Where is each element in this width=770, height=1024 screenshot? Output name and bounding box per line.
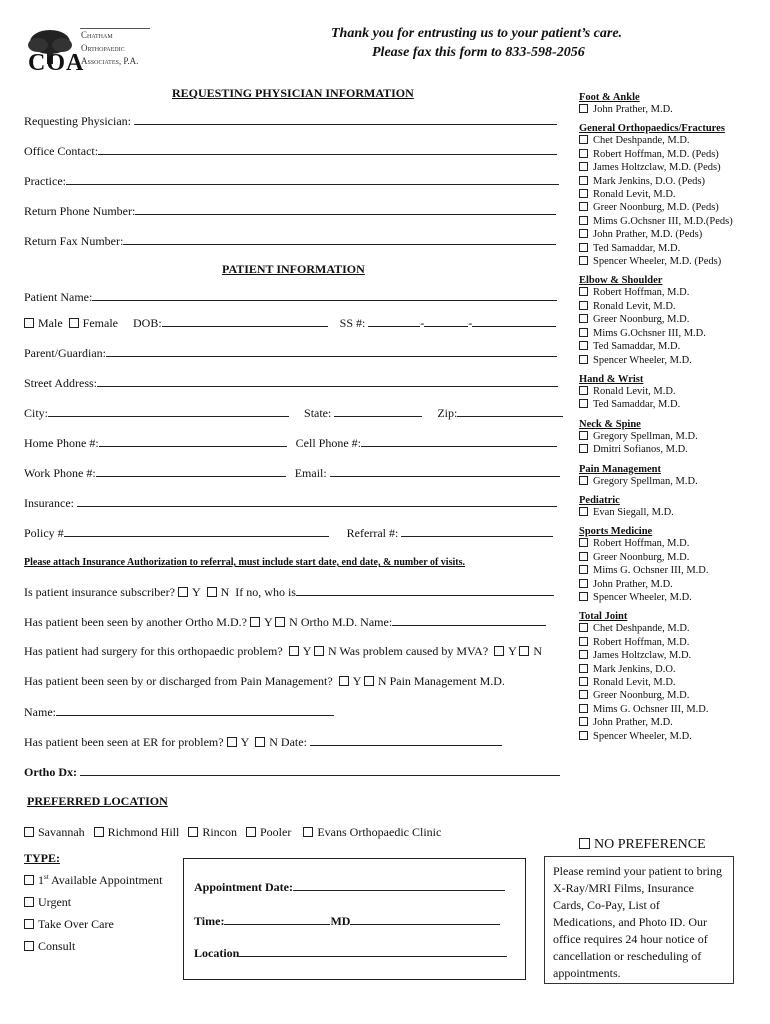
doctor-option xyxy=(579,676,767,689)
doctor-option xyxy=(579,148,767,161)
specialty-header: Pediatric xyxy=(579,494,620,506)
richmond-hill-checkbox[interactable] xyxy=(94,827,104,837)
location-title: PREFERRED LOCATION xyxy=(27,794,168,808)
doctor-checkbox[interactable] xyxy=(579,149,588,158)
doctor-label: Mims G. Ochsner III, M.D. xyxy=(593,565,709,577)
doctor-label: Mims G.Ochsner III, M.D.(Peds) xyxy=(593,215,733,227)
er-no-checkbox[interactable] xyxy=(255,737,265,747)
doctor-option xyxy=(579,201,767,214)
cell-phone-label: Cell Phone #: xyxy=(295,436,362,450)
doctor-checkbox[interactable] xyxy=(579,328,588,337)
q-er-label: Has patient been seen at ER for problem? xyxy=(24,735,224,749)
requesting-physician-field[interactable] xyxy=(134,113,557,125)
doctor-option xyxy=(579,551,767,564)
work-phone-label: Work Phone #: xyxy=(24,466,96,480)
home-phone-label: Home Phone #: xyxy=(24,436,99,450)
header-thanks: Thank you for entrusting us to your patient’s care. xyxy=(331,26,623,41)
other-ortho-name-label: N Ortho M.D. Name: xyxy=(289,615,393,629)
doctor-label: John Prather, M.D. (Peds) xyxy=(593,229,703,241)
ss-sep-2: - xyxy=(468,316,473,330)
savannah-label: Savannah xyxy=(38,825,85,839)
richmond-hill-label: Richmond Hill xyxy=(107,825,180,839)
consult-label: Consult xyxy=(38,939,76,953)
doctor-checkbox[interactable] xyxy=(579,690,588,699)
ortho-dx-field[interactable] xyxy=(80,764,560,776)
specialty-header: Hand & Wrist xyxy=(579,373,644,385)
doctor-checkbox[interactable] xyxy=(579,664,588,673)
urgent-label: Urgent xyxy=(38,895,72,909)
specialty-header: Elbow & Shoulder xyxy=(579,275,663,287)
doctor-option xyxy=(579,475,767,488)
policy-label: Policy # xyxy=(24,526,64,540)
doctor-label: Ronald Levit, M.D. xyxy=(593,189,676,201)
ortho-dx-label: Ortho Dx: xyxy=(24,765,77,779)
doctor-checkbox[interactable] xyxy=(579,355,588,364)
yes-label: Y xyxy=(352,674,361,688)
ss-label: SS #: xyxy=(339,316,366,330)
doctor-checkbox[interactable] xyxy=(579,243,588,252)
specialty-header: Total Joint xyxy=(579,611,628,623)
pain-name-label: Name: xyxy=(24,705,56,719)
yes-label: Y xyxy=(240,735,250,749)
doctor-option xyxy=(579,730,767,743)
doctor-checkbox[interactable] xyxy=(579,579,588,588)
doctor-checkbox[interactable] xyxy=(579,229,588,238)
mva-yes-checkbox[interactable] xyxy=(494,646,504,656)
er-date-label: N Date: xyxy=(269,735,307,749)
doctor-label: James Holtzclaw, M.D. (Peds) xyxy=(593,162,721,174)
office-contact-field[interactable] xyxy=(98,143,557,155)
ss-sep-1: - xyxy=(420,316,425,330)
doctor-label: Robert Hoffman, M.D. xyxy=(593,636,690,648)
q-surgery-label: Has patient had surgery for this orthopaedic problem? xyxy=(24,644,283,658)
city-label: City: xyxy=(24,406,49,420)
no-preference-row xyxy=(579,837,706,853)
doctor-checkbox[interactable] xyxy=(579,623,588,632)
doctor-checkbox[interactable] xyxy=(579,731,588,740)
q-pain-label: Has patient been seen by or discharged from Pain Management? xyxy=(24,674,333,688)
return-phone-field[interactable] xyxy=(135,203,556,215)
doctor-label: Gregory Spellman, M.D. xyxy=(593,430,698,442)
yes-label: Y xyxy=(263,615,273,629)
logo-name-3: Associates, P.A. xyxy=(81,56,139,66)
doctor-label: Spencer Wheeler, M.D. xyxy=(593,354,692,366)
zip-label: Zip: xyxy=(437,406,458,420)
email-field[interactable] xyxy=(330,465,560,477)
doctor-label: Dmitri Sofianos, M.D. xyxy=(593,444,688,456)
doctor-label: Ronald Levit, M.D. xyxy=(593,385,676,397)
doctor-option xyxy=(579,703,767,716)
specialty-list xyxy=(579,92,767,743)
parent-label: Parent/Guardian: xyxy=(24,346,106,360)
location-options xyxy=(24,825,441,840)
logo xyxy=(24,26,154,76)
appointment-date-field[interactable] xyxy=(293,879,505,891)
patient-title: PATIENT INFORMATION xyxy=(222,262,365,276)
street-field[interactable] xyxy=(97,375,558,387)
state-field[interactable] xyxy=(334,405,422,417)
doctor-label: Mark Jenkins, D.O. (Peds) xyxy=(593,175,705,187)
doctor-label: Chet Deshpande, M.D. xyxy=(593,623,690,635)
return-fax-label: Return Fax Number: xyxy=(24,234,124,248)
appointment-time-label: Time: xyxy=(194,914,225,928)
pooler-checkbox[interactable] xyxy=(246,827,256,837)
appointment-box xyxy=(183,858,526,980)
specialty-header: Neck & Spine xyxy=(579,418,641,430)
yes-label: Y xyxy=(191,585,201,599)
appointment-location-field[interactable] xyxy=(239,945,507,957)
insurance-row xyxy=(24,495,557,511)
doctor-checkbox[interactable] xyxy=(579,650,588,659)
return-fax-row xyxy=(24,233,556,249)
insurance-notice: Please attach Insurance Authorization to referral, must include start date, end date, & number of visits. xyxy=(24,557,465,568)
insurance-label: Insurance: xyxy=(24,496,74,510)
doctor-option xyxy=(579,255,767,268)
doctor-checkbox[interactable] xyxy=(579,507,588,516)
doctor-checkbox[interactable] xyxy=(579,431,588,440)
evans-label: Evans Orthopaedic Clinic xyxy=(317,825,442,839)
yes-label: Y xyxy=(508,644,517,658)
zip-field[interactable] xyxy=(457,405,563,417)
savannah-checkbox[interactable] xyxy=(24,827,34,837)
doctor-checkbox[interactable] xyxy=(579,176,588,185)
home-phone-field[interactable] xyxy=(99,435,287,447)
doctor-label: Mims G.Ochsner III, M.D. xyxy=(593,327,706,339)
doctor-option xyxy=(579,215,767,228)
ss-field-2[interactable] xyxy=(424,315,468,327)
doctor-checkbox[interactable] xyxy=(579,592,588,601)
insurance-field[interactable] xyxy=(77,495,557,507)
doctor-option xyxy=(579,175,767,188)
type-take-over xyxy=(24,917,114,932)
work-phone-field[interactable] xyxy=(96,465,286,477)
doctor-option xyxy=(579,443,767,456)
doctor-label: Spencer Wheeler, M.D. xyxy=(593,591,692,603)
doctor-label: Greer Noonburg, M.D. (Peds) xyxy=(593,202,719,214)
doctor-label: Mark Jenkins, D.O. xyxy=(593,663,676,675)
surgery-yes-checkbox[interactable] xyxy=(289,646,299,656)
consult-checkbox[interactable] xyxy=(24,941,34,951)
doctor-option xyxy=(579,300,767,313)
q-pain-row xyxy=(24,674,505,689)
appointment-md-label: MD xyxy=(330,914,351,928)
logo-abbr: COA xyxy=(28,50,85,76)
doctor-option xyxy=(579,564,767,577)
doctor-option xyxy=(579,354,767,367)
no-preference-label: NO PREFERENCE xyxy=(594,837,706,852)
doctor-option xyxy=(579,622,767,635)
doctor-option xyxy=(579,649,767,662)
other-ortho-name-field[interactable] xyxy=(392,614,546,626)
referral-label: Referral #: xyxy=(346,526,399,540)
practice-row xyxy=(24,173,559,189)
doctor-label: James Holtzclaw, M.D. xyxy=(593,650,692,662)
return-phone-row xyxy=(24,203,556,219)
pain-name-field[interactable] xyxy=(56,704,334,716)
surgery-no-checkbox[interactable] xyxy=(314,646,324,656)
q-other-ortho-label: Has patient been seen by another Ortho M.D.? xyxy=(24,615,247,629)
doctor-option xyxy=(579,636,767,649)
return-phone-label: Return Phone Number: xyxy=(24,204,136,218)
no-label: N xyxy=(220,585,230,599)
doctor-option xyxy=(579,340,767,353)
male-label: Male xyxy=(38,316,63,330)
doctor-label: Robert Hoffman, M.D. (Peds) xyxy=(593,148,719,160)
er-yes-checkbox[interactable] xyxy=(227,737,237,747)
dob-field[interactable] xyxy=(162,315,328,327)
cell-phone-field[interactable] xyxy=(361,435,557,447)
doctor-option xyxy=(579,242,767,255)
yes-label: Y xyxy=(302,644,311,658)
doctor-label: Spencer Wheeler, M.D. xyxy=(593,730,692,742)
doctor-label: Spencer Wheeler, M.D. (Peds) xyxy=(593,256,722,268)
male-checkbox[interactable] xyxy=(24,318,34,328)
street-label: Street Address: xyxy=(24,376,97,390)
ss-field-3[interactable] xyxy=(472,315,556,327)
doctor-option xyxy=(579,537,767,550)
doctor-checkbox[interactable] xyxy=(579,677,588,686)
appointment-location-row xyxy=(194,945,507,961)
doctor-label: Ronald Levit, M.D. xyxy=(593,677,676,688)
office-contact-row xyxy=(24,143,557,159)
return-fax-field[interactable] xyxy=(123,233,556,245)
appointment-date-row xyxy=(194,879,505,895)
doctor-label: John Prather, M.D. xyxy=(593,717,673,729)
doctor-checkbox[interactable] xyxy=(579,637,588,646)
email-label: Email: xyxy=(294,466,327,480)
take-over-checkbox[interactable] xyxy=(24,919,34,929)
specialty-panel xyxy=(579,92,767,743)
logo-name-2: Orthopaedic xyxy=(81,43,125,53)
doctor-checkbox[interactable] xyxy=(579,476,588,485)
phone-row xyxy=(24,435,557,451)
female-label: Female xyxy=(82,316,118,330)
q-subscriber-label: Is patient insurance subscriber? xyxy=(24,585,175,599)
doctor-label: Chet Deshpande, M.D. xyxy=(593,135,690,147)
doctor-option xyxy=(579,188,767,201)
patient-name-row xyxy=(24,289,557,305)
city-row xyxy=(24,405,563,421)
doctor-checkbox[interactable] xyxy=(579,135,588,144)
pain-md-label: N Pain Management M.D. xyxy=(377,674,505,688)
doctor-option xyxy=(579,689,767,702)
urgent-checkbox[interactable] xyxy=(24,897,34,907)
doctor-label: John Prather, M.D. xyxy=(593,104,673,115)
type-title: TYPE: xyxy=(24,851,60,865)
logo-name-1: Chatham xyxy=(81,30,113,40)
doctor-option xyxy=(579,161,767,174)
doctor-label: Greer Noonburg, M.D. xyxy=(593,551,690,563)
doctor-checkbox[interactable] xyxy=(579,162,588,171)
type-first-available xyxy=(24,873,162,888)
doctor-checkbox[interactable] xyxy=(579,216,588,225)
doctor-option xyxy=(579,228,767,241)
rincon-checkbox[interactable] xyxy=(188,827,198,837)
no-label: N xyxy=(533,644,543,658)
appointment-time-row xyxy=(194,913,500,929)
doctor-label: Robert Hoffman, M.D. xyxy=(593,538,690,550)
doctor-label: Greer Noonburg, M.D. xyxy=(593,314,690,326)
q-other-ortho-row xyxy=(24,614,546,630)
doctor-option xyxy=(579,430,767,443)
parent-field[interactable] xyxy=(106,345,557,357)
requesting-physician-label: Requesting Physician: xyxy=(24,114,131,128)
doctor-option xyxy=(579,103,767,116)
street-row xyxy=(24,375,558,391)
doctor-option xyxy=(579,398,767,411)
subscriber-who-label: If no, who is xyxy=(235,585,296,599)
doctor-label: Greer Noonburg, M.D. xyxy=(593,690,690,702)
policy-row xyxy=(24,525,553,541)
doctor-option xyxy=(579,313,767,326)
doctor-checkbox[interactable] xyxy=(579,704,588,713)
reminder-text: Please remind your patient to bring X-Ray/MRI Films, Insurance Cards, Co-Pay, List of Medications, and Photo ID. Our office requires 24 hour notice of cancellation or rescheduling of appointments. xyxy=(553,864,722,980)
sex-dob-ss-row xyxy=(24,315,556,331)
work-email-row xyxy=(24,465,560,481)
doctor-checkbox[interactable] xyxy=(579,341,588,350)
practice-label: Practice: xyxy=(24,174,66,188)
doctor-label: Ted Samaddar, M.D. xyxy=(593,242,681,254)
referral-field[interactable] xyxy=(401,525,553,537)
doctor-checkbox[interactable] xyxy=(579,314,588,323)
er-date-field[interactable] xyxy=(310,734,502,746)
doctor-option xyxy=(579,663,767,676)
specialty-header: Foot & Ankle xyxy=(579,92,640,103)
pain-yes-checkbox[interactable] xyxy=(339,676,349,686)
state-label: State: xyxy=(304,406,332,420)
mva-no-checkbox[interactable] xyxy=(519,646,529,656)
doctor-label: Mims G. Ochsner III, M.D. xyxy=(593,703,709,715)
header-fax: Please fax this form to 833-598-2056 xyxy=(372,45,585,60)
first-available-label-rest: Available Appointment xyxy=(48,873,163,887)
female-checkbox[interactable] xyxy=(69,318,79,328)
parent-row xyxy=(24,345,557,361)
doctor-option xyxy=(579,327,767,340)
q-subscriber-row xyxy=(24,584,554,600)
doctor-option xyxy=(579,286,767,299)
other-ortho-no-checkbox[interactable] xyxy=(275,617,285,627)
doctor-checkbox[interactable] xyxy=(579,256,588,265)
mva-label: N Was problem caused by MVA? xyxy=(327,644,489,658)
q-er-row xyxy=(24,734,502,750)
type-consult xyxy=(24,939,75,954)
policy-field[interactable] xyxy=(64,525,329,537)
appointment-md-field[interactable] xyxy=(350,913,500,925)
doctor-checkbox[interactable] xyxy=(579,104,588,113)
doctor-checkbox[interactable] xyxy=(579,552,588,561)
office-contact-label: Office Contact: xyxy=(24,144,99,158)
q-surgery-row xyxy=(24,644,542,659)
reminder-box xyxy=(544,856,734,984)
doctor-option xyxy=(579,578,767,591)
doctor-option xyxy=(579,716,767,729)
subscriber-no-checkbox[interactable] xyxy=(207,587,217,597)
doctor-label: John Prather, M.D. xyxy=(593,578,673,590)
doctor-checkbox[interactable] xyxy=(579,301,588,310)
doctor-option xyxy=(579,591,767,604)
patient-name-field[interactable] xyxy=(92,289,557,301)
specialty-header: Sports Medicine xyxy=(579,526,653,538)
appointment-location-label: Location xyxy=(194,946,240,960)
pain-name-row xyxy=(24,704,334,720)
doctor-checkbox[interactable] xyxy=(579,287,588,296)
doctor-checkbox[interactable] xyxy=(579,386,588,395)
doctor-label: Ted Samaddar, M.D. xyxy=(593,341,681,353)
city-field[interactable] xyxy=(48,405,289,417)
subscriber-yes-checkbox[interactable] xyxy=(178,587,188,597)
specialty-header: Pain Management xyxy=(579,463,661,475)
doctor-option xyxy=(579,385,767,398)
doctor-option xyxy=(579,506,767,519)
patient-name-label: Patient Name: xyxy=(24,290,93,304)
pain-no-checkbox[interactable] xyxy=(364,676,374,686)
doctor-checkbox[interactable] xyxy=(579,202,588,211)
requesting-title: REQUESTING PHYSICIAN INFORMATION xyxy=(172,86,414,100)
ortho-dx-row xyxy=(24,764,560,780)
requesting-physician-row xyxy=(24,113,557,129)
doctor-checkbox[interactable] xyxy=(579,717,588,726)
no-preference-checkbox[interactable] xyxy=(579,838,590,849)
appointment-date-label: Appointment Date: xyxy=(194,880,293,894)
subscriber-who-field[interactable] xyxy=(296,584,554,596)
pooler-label: Pooler xyxy=(260,825,292,839)
first-available-checkbox[interactable] xyxy=(24,875,34,885)
doctor-label: Gregory Spellman, M.D. xyxy=(593,475,698,487)
doctor-checkbox[interactable] xyxy=(579,538,588,547)
dob-label: DOB: xyxy=(132,316,162,330)
ss-field-1[interactable] xyxy=(368,315,420,327)
doctor-label: Robert Hoffman, M.D. xyxy=(593,287,690,299)
doctor-checkbox[interactable] xyxy=(579,565,588,574)
doctor-checkbox[interactable] xyxy=(579,444,588,453)
doctor-label: Ted Samaddar, M.D. xyxy=(593,399,681,411)
rincon-label: Rincon xyxy=(202,825,237,839)
first-available-label: 1 xyxy=(38,873,44,887)
doctor-label: Evan Siegall, M.D. xyxy=(593,506,674,518)
doctor-label: Ronald Levit, M.D. xyxy=(593,300,676,312)
specialty-header: General Orthopaedics/Fractures xyxy=(579,123,725,135)
doctor-option xyxy=(579,134,767,147)
evans-checkbox[interactable] xyxy=(303,827,313,837)
first-available-sup: st xyxy=(44,873,49,881)
appointment-time-field[interactable] xyxy=(224,913,330,925)
doctor-checkbox[interactable] xyxy=(579,399,588,408)
type-urgent xyxy=(24,895,71,910)
take-over-label: Take Over Care xyxy=(38,917,114,931)
practice-field[interactable] xyxy=(66,173,559,185)
other-ortho-yes-checkbox[interactable] xyxy=(250,617,260,627)
doctor-checkbox[interactable] xyxy=(579,189,588,198)
